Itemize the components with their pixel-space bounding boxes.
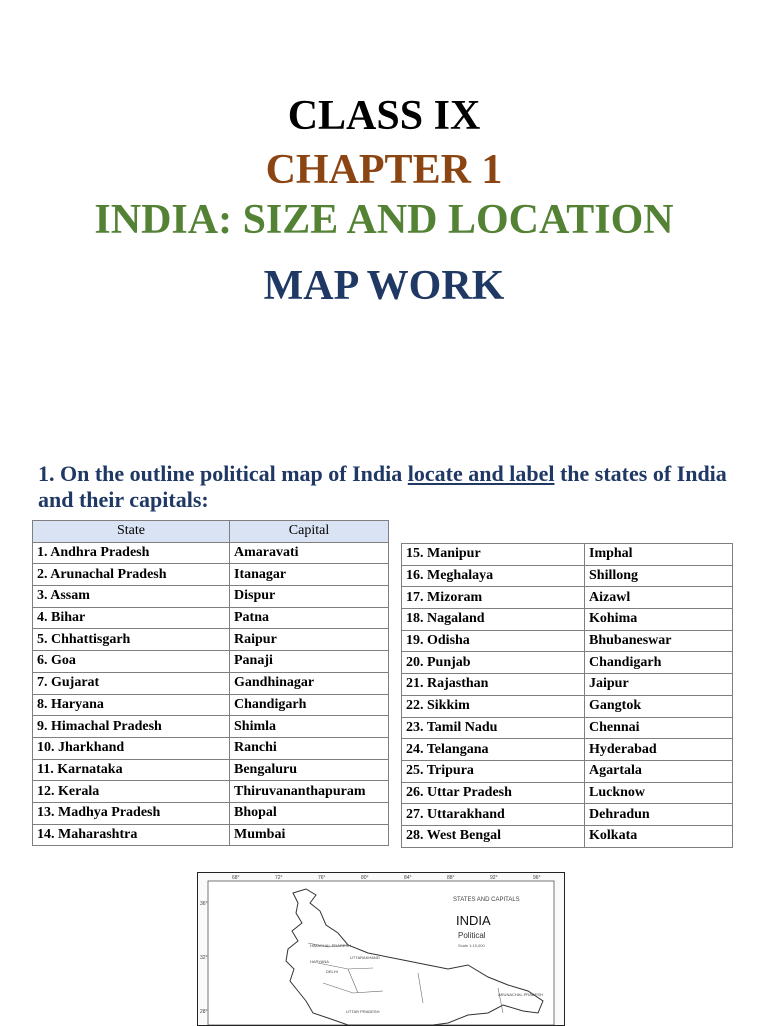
place-label: HIMACHAL PRADESH (310, 943, 351, 948)
table-row (402, 565, 733, 587)
place-label: UTTAR PRADESH (346, 1009, 380, 1014)
table-row (33, 759, 389, 781)
table-row (402, 544, 733, 566)
state-cell: 6. Goa (33, 651, 230, 673)
state-cell: 28. West Bengal (402, 825, 585, 847)
table-row (402, 695, 733, 717)
capital-cell: Thiruvananthapuram (230, 781, 389, 803)
table-row (402, 739, 733, 761)
state-cell: 10. Jharkhand (33, 737, 230, 759)
state-column-header: State (33, 521, 230, 543)
longitude-label: 92° (490, 875, 498, 881)
state-cell: 12. Kerala (33, 781, 230, 803)
state-cell: 2. Arunachal Pradesh (33, 564, 230, 586)
state-cell: 19. Odisha (402, 630, 585, 652)
capital-cell: Hyderabad (585, 739, 733, 761)
capital-cell: Shimla (230, 716, 389, 738)
states-table-left (32, 520, 389, 846)
table-row (402, 630, 733, 652)
capital-cell: Aizawl (585, 587, 733, 609)
table-row (402, 782, 733, 804)
state-cell: 4. Bihar (33, 607, 230, 629)
state-cell: 18. Nagaland (402, 609, 585, 631)
map-subtitle: Political (458, 931, 486, 940)
longitude-label: 72° (275, 875, 283, 881)
state-cell: 14. Maharashtra (33, 824, 230, 846)
capital-cell: Agartala (585, 760, 733, 782)
capital-cell: Chandigarh (585, 652, 733, 674)
class-title: CLASS IX (287, 93, 481, 139)
capital-cell: Ranchi (230, 737, 389, 759)
table-row (402, 587, 733, 609)
table-row (402, 609, 733, 631)
instruction-suffix: the states of India and their capitals: (38, 461, 727, 512)
map-drawing (198, 873, 564, 1025)
instruction-underlined: locate and label (407, 461, 555, 486)
latitude-label: 28° (200, 1009, 208, 1015)
longitude-label: 96° (533, 875, 541, 881)
capital-cell: Panaji (230, 651, 389, 673)
table-row (33, 651, 389, 673)
capital-cell: Bhubaneswar (585, 630, 733, 652)
place-label: ARUNACHAL PRADESH (498, 992, 543, 997)
place-label: HARYANA (310, 959, 329, 964)
capital-cell: Shillong (585, 565, 733, 587)
state-cell: 24. Telangana (402, 739, 585, 761)
state-cell: 17. Mizoram (402, 587, 585, 609)
table-row (33, 694, 389, 716)
capital-cell: Gandhinagar (230, 672, 389, 694)
instruction-prefix: 1. On the outline political map of India (38, 461, 408, 486)
place-label: DELHI (326, 969, 338, 974)
longitude-label: 68° (232, 875, 240, 881)
table-row (33, 716, 389, 738)
capital-column-header: Capital (230, 521, 389, 543)
state-cell: 3. Assam (33, 586, 230, 608)
state-cell: 8. Haryana (33, 694, 230, 716)
table-row (402, 717, 733, 739)
table-row (402, 804, 733, 826)
india-political-map (197, 872, 565, 1026)
state-cell: 20. Punjab (402, 652, 585, 674)
table-row (402, 825, 733, 847)
state-cell: 26. Uttar Pradesh (402, 782, 585, 804)
capital-cell: Dehradun (585, 804, 733, 826)
capital-cell: Bhopal (230, 802, 389, 824)
longitude-label: 84° (404, 875, 412, 881)
latitude-label: 36° (200, 901, 208, 907)
chapter-title: CHAPTER 1 (265, 147, 503, 193)
table-row (33, 672, 389, 694)
state-cell: 11. Karnataka (33, 759, 230, 781)
capital-cell: Chennai (585, 717, 733, 739)
capital-cell: Mumbai (230, 824, 389, 846)
table-row (402, 674, 733, 696)
capital-cell: Lucknow (585, 782, 733, 804)
capital-cell: Bengaluru (230, 759, 389, 781)
map-title: INDIA (456, 913, 491, 928)
state-cell: 1. Andhra Pradesh (33, 542, 230, 564)
map-header-text: STATES AND CAPITALS (453, 897, 520, 903)
states-table-right (401, 543, 733, 848)
capital-cell: Amaravati (230, 542, 389, 564)
state-cell: 7. Gujarat (33, 672, 230, 694)
table-row (33, 607, 389, 629)
table-row (33, 737, 389, 759)
capital-cell: Dispur (230, 586, 389, 608)
state-cell: 15. Manipur (402, 544, 585, 566)
longitude-label: 88° (447, 875, 455, 881)
state-cell: 9. Himachal Pradesh (33, 716, 230, 738)
table-row (33, 586, 389, 608)
instruction-text (38, 461, 758, 513)
table-row (33, 824, 389, 846)
section-title: MAP WORK (263, 263, 505, 309)
state-cell: 23. Tamil Nadu (402, 717, 585, 739)
map-scale: Scale 1:15,000 (458, 943, 485, 948)
state-cell: 22. Sikkim (402, 695, 585, 717)
table-row (402, 760, 733, 782)
table-row (33, 781, 389, 803)
state-cell: 5. Chhattisgarh (33, 629, 230, 651)
state-cell: 13. Madhya Pradesh (33, 802, 230, 824)
topic-title: INDIA: SIZE AND LOCATION (94, 197, 674, 243)
table-row (402, 652, 733, 674)
latitude-label: 32° (200, 955, 208, 961)
capital-cell: Itanagar (230, 564, 389, 586)
capital-cell: Chandigarh (230, 694, 389, 716)
capital-cell: Gangtok (585, 695, 733, 717)
capital-cell: Kolkata (585, 825, 733, 847)
place-label: UTTARAKHAND (350, 955, 380, 960)
table-row (33, 564, 389, 586)
table-header-row (33, 521, 389, 543)
state-cell: 25. Tripura (402, 760, 585, 782)
capital-cell: Patna (230, 607, 389, 629)
state-cell: 16. Meghalaya (402, 565, 585, 587)
longitude-label: 80° (361, 875, 369, 881)
state-cell: 21. Rajasthan (402, 674, 585, 696)
capital-cell: Kohima (585, 609, 733, 631)
table-row (33, 629, 389, 651)
table-row (33, 802, 389, 824)
capital-cell: Raipur (230, 629, 389, 651)
state-cell: 27. Uttarakhand (402, 804, 585, 826)
capital-cell: Imphal (585, 544, 733, 566)
table-row (33, 542, 389, 564)
longitude-label: 76° (318, 875, 326, 881)
capital-cell: Jaipur (585, 674, 733, 696)
